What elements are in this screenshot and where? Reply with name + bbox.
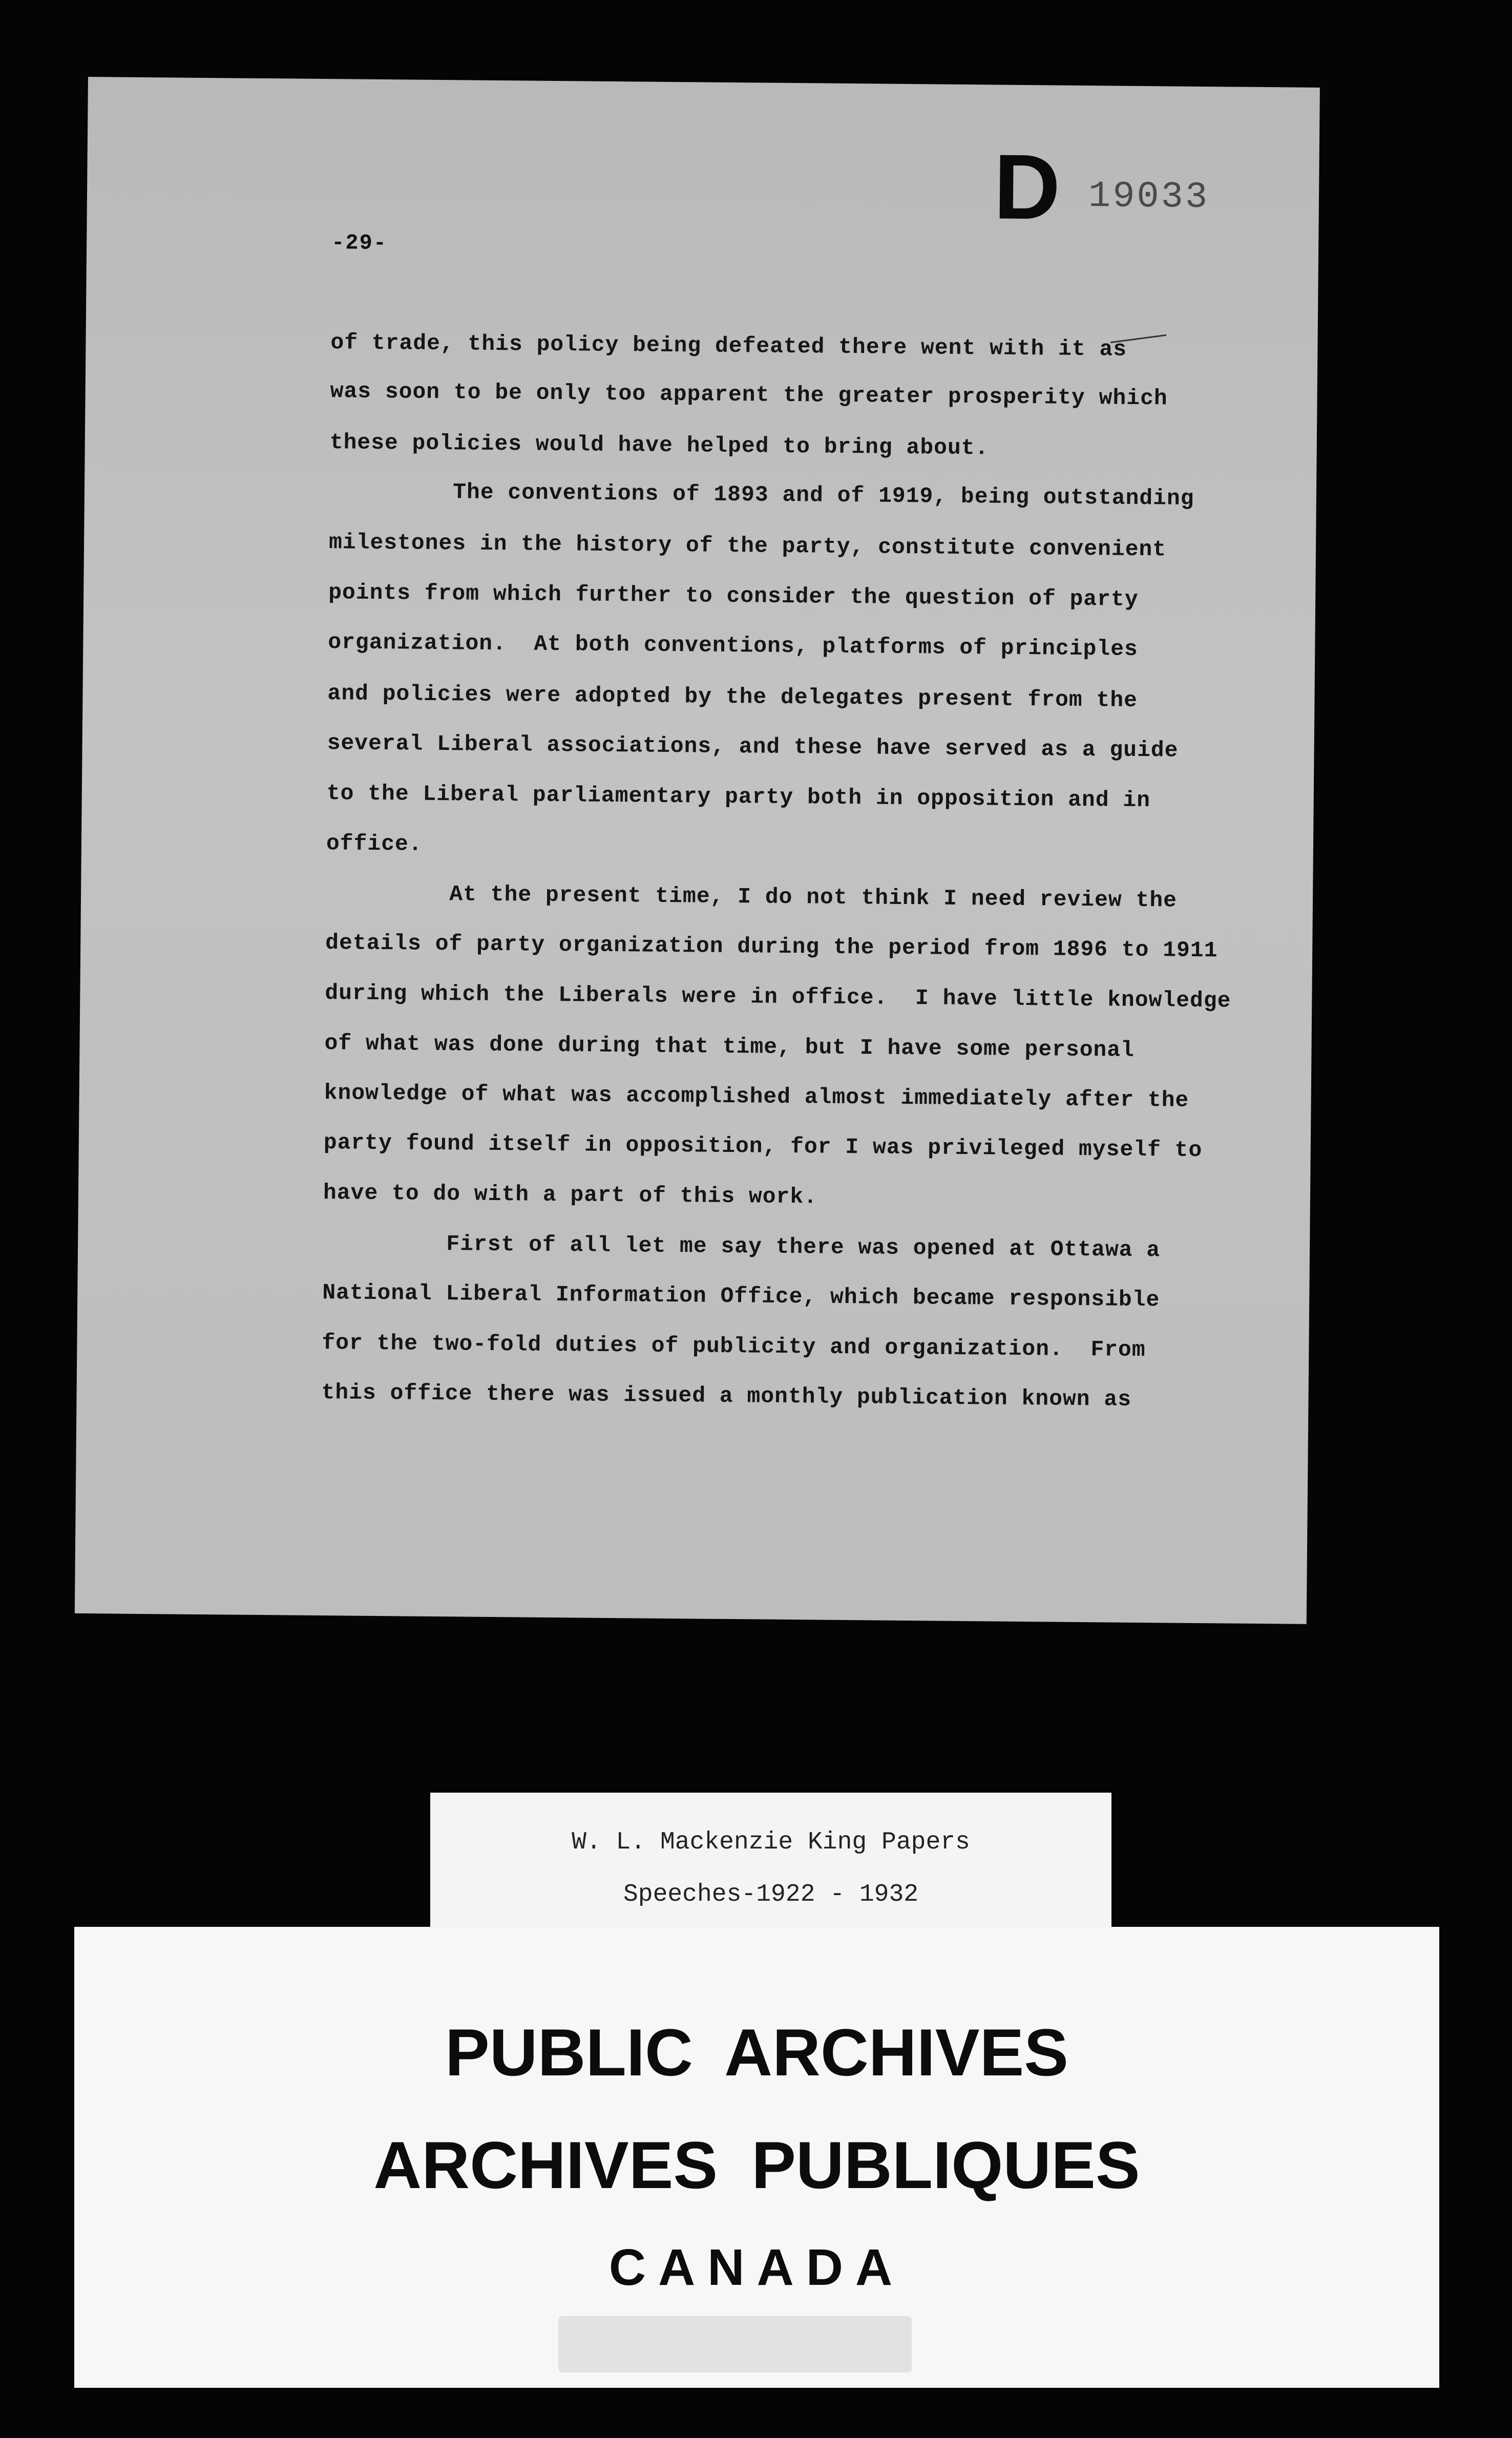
text-line: party found itself in opposition, for I was privileged myself to — [323, 1130, 1203, 1163]
text-line: National Liberal Information Office, which became responsible — [322, 1280, 1160, 1313]
document-letter: D — [993, 135, 1061, 239]
text-line: of what was done during that time, but I have some personal — [324, 1031, 1135, 1063]
text-line: knowledge of what was accomplished almost immediately after the — [324, 1080, 1189, 1113]
text-line: for the two-fold duties of publicity and organization. From — [322, 1330, 1146, 1363]
archive-name-french: ARCHIVES PUBLIQUES — [373, 2128, 1140, 2202]
text-line: At the present time, I do not think I need review the — [325, 880, 1178, 913]
text-line: these policies would have helped to bring about. — [329, 430, 989, 461]
page-number: -29- — [331, 230, 388, 256]
archive-country: CANADA — [608, 2239, 905, 2296]
text-line: The conventions of 1893 and of 1919, being outstanding — [329, 478, 1194, 511]
text-line: First of all let me say there was opened at Ottawa a — [322, 1230, 1161, 1263]
series-name: Speeches-1922 - 1932 — [623, 1881, 919, 1908]
text-line: of trade, this policy being defeated there went with it as — [330, 330, 1127, 362]
text-line: during which the Liberals were in office. I have little knowledge — [325, 980, 1231, 1014]
text-line: office. — [326, 831, 423, 857]
collection-name: W. L. Mackenzie King Papers — [572, 1828, 970, 1856]
text-line: several Liberal associations, and these have served as a guide — [327, 730, 1179, 763]
text-line: milestones in the history of the party, constitute convenient — [328, 530, 1167, 562]
archive-name-english: PUBLIC ARCHIVES — [445, 2015, 1068, 2090]
text-line: points from which further to consider the question of party — [328, 580, 1139, 612]
binder-clip — [558, 2316, 912, 2372]
text-line: was soon to be only too apparent the greater prosperity which — [330, 379, 1168, 411]
typed-page — [75, 77, 1320, 1624]
document-reference-number: 19033 — [1088, 175, 1210, 219]
text-line: to the Liberal parliamentary party both in opposition and in — [326, 781, 1151, 813]
text-line: organization. At both conventions, platforms of principles — [328, 629, 1138, 662]
text-line: and policies were adopted by the delegates present from the — [327, 681, 1138, 713]
text-line: this office there was issued a monthly publication known as — [321, 1380, 1132, 1412]
text-line: have to do with a part of this work. — [323, 1180, 818, 1210]
text-line: details of party organization during the period from 1896 to 1911 — [325, 930, 1218, 963]
